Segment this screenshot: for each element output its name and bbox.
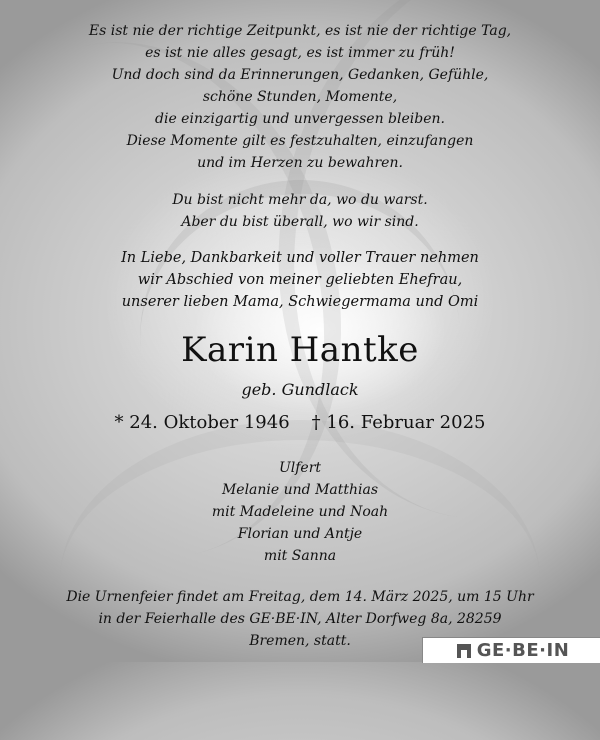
funeral-line: Die Urnenfeier findet am Freitag, dem 14. März 2025, um 15 Uhr: [66, 589, 534, 605]
mourner: mit Madeleine und Noah: [211, 504, 389, 520]
poem-line: Es ist nie der richtige Zeitpunkt, es ist nie der richtige Tag,: [88, 23, 512, 39]
life-dates: [0, 411, 600, 435]
building-icon: [455, 642, 473, 660]
second-verse: [0, 189, 600, 233]
mourner: Ulfert: [278, 460, 322, 476]
mourner: Florian und Antje: [237, 526, 363, 542]
poem-line: Und doch sind da Erinnerungen, Gedanken, Gefühle,: [111, 67, 489, 83]
intro-line: unserer lieben Mama, Schwiegermama und Omi: [121, 294, 479, 310]
poem-line: es ist nie alles gesagt, es ist immer zu früh!: [145, 45, 455, 61]
mourner: mit Sanna: [263, 548, 337, 564]
mourner: Melanie und Matthias: [221, 482, 379, 498]
poem-line: Diese Momente gilt es festzuhalten, einzufangen: [126, 133, 474, 149]
funeral-line: Bremen, statt.: [249, 633, 351, 649]
verse-line: Aber du bist überall, wo wir sind.: [181, 214, 419, 230]
logo-text: GE·BE·IN: [476, 640, 570, 661]
intro-line: wir Abschied von meiner geliebten Ehefrau,: [137, 272, 463, 288]
poem-line: die einzigartig und unvergessen bleiben.: [155, 111, 445, 127]
farewell-intro: [0, 247, 600, 313]
poem-line: schöne Stunden, Momente,: [202, 89, 398, 105]
death-date: † 16. Februar 2025: [311, 412, 486, 433]
funeral-line: in der Feierhalle des GE·BE·IN, Alter Dorfweg 8a, 28259: [98, 611, 502, 627]
mourners-list: [0, 457, 600, 567]
birth-name: geb. Gundlack: [241, 380, 359, 399]
poem-line: und im Herzen zu bewahren.: [197, 155, 403, 171]
birth-date: * 24. Oktober 1946: [114, 412, 290, 433]
intro-line: In Liebe, Dankbarkeit und voller Trauer nehmen: [121, 250, 479, 266]
gebein-logo: [422, 637, 600, 663]
poem: [0, 20, 600, 174]
deceased-name: Karin Hantke: [181, 330, 419, 370]
verse-line: Du bist nicht mehr da, wo du warst.: [172, 192, 428, 208]
